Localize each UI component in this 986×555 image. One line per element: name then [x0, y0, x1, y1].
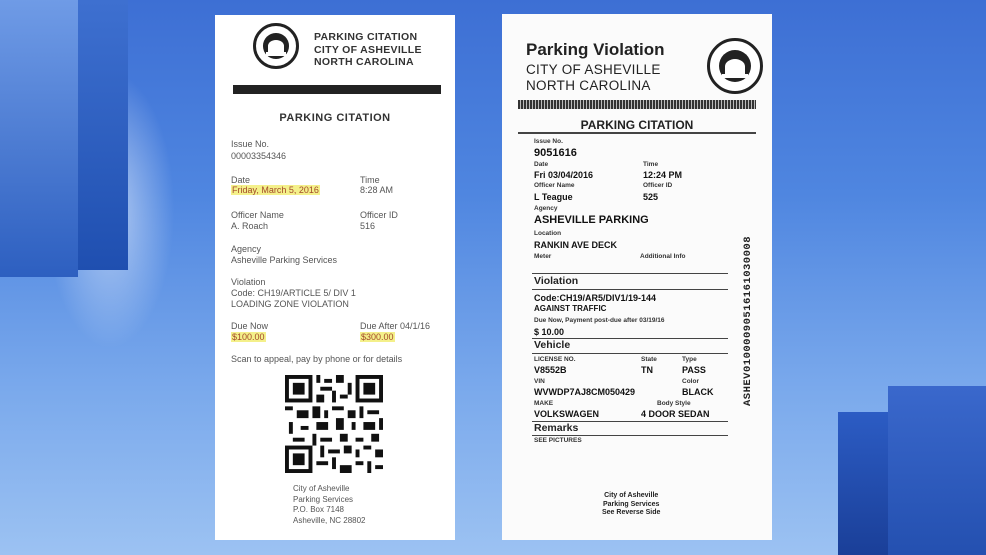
date-label: Date — [231, 175, 251, 185]
officer-id-label: Officer ID — [360, 210, 398, 220]
scan-instructions: Scan to appeal, pay by phone or for details — [231, 354, 403, 364]
footer-line: See Reverse Side — [602, 509, 661, 516]
location-label: Location — [534, 230, 562, 237]
violation-section-heading: Violation — [534, 275, 579, 287]
background-panel — [0, 0, 78, 277]
title-divider — [518, 132, 756, 134]
additional-info-label: Additional Info — [640, 253, 686, 260]
license-value: V8552B — [534, 365, 567, 375]
citation-title: PARKING CITATION — [580, 118, 694, 132]
remarks-section-heading: Remarks — [534, 422, 579, 434]
section-divider — [532, 435, 728, 436]
section-divider — [532, 273, 728, 274]
parking-citation-new — [215, 15, 455, 540]
address-line: Asheville, NC 28802 — [293, 515, 366, 525]
address-line: P.O. Box 7148 — [293, 505, 344, 514]
address-line: City of Asheville — [293, 484, 350, 493]
agency-label: Agency — [231, 244, 262, 254]
agency-value: Asheville Parking Services — [231, 255, 338, 265]
agency-label: Agency — [534, 205, 558, 212]
qr-code-icon — [285, 375, 383, 473]
violation-code: Code: CH19/ARTICLE 5/ DIV 1 — [231, 288, 356, 298]
date-value: Friday, March 5, 2016 — [232, 185, 319, 195]
make-label: MAKE — [534, 400, 554, 407]
issue-no-value: 00003354346 — [231, 151, 287, 161]
header-line: NORTH CAROLINA — [314, 56, 414, 68]
footer-note — [602, 492, 660, 518]
section-divider — [532, 353, 728, 354]
body-style-label: Body Style — [657, 400, 691, 407]
issue-no-label: Issue No. — [231, 139, 270, 149]
state-line: NORTH CAROLINA — [526, 78, 651, 93]
issue-no-label: Issue No. — [534, 138, 563, 145]
background-panel — [78, 0, 128, 270]
footer-line: City of Asheville — [604, 492, 659, 499]
state-value: TN — [641, 365, 653, 375]
footer-line: Parking Services — [602, 500, 660, 508]
violation-code: Code:CH19/AR5/DIV1/19-144 — [534, 293, 657, 303]
violation-heading: Parking Violation — [526, 40, 665, 59]
time-value: 12:24 PM — [643, 170, 683, 180]
due-note: Due Now, Payment post-due after 03/19/16 — [534, 317, 665, 324]
vin-label: VIN — [534, 378, 545, 385]
time-label: Time — [643, 161, 659, 168]
state-label: State — [641, 356, 657, 363]
location-value: RANKIN AVE DECK — [534, 240, 618, 250]
header-divider — [518, 100, 756, 109]
make-value: VOLKSWAGEN — [534, 409, 600, 419]
citation-title: PARKING CITATION — [279, 112, 391, 124]
color-label: Color — [682, 378, 699, 385]
vin-value: WVWDP7AJ8CM050429 — [534, 387, 636, 397]
header-line: CITY OF ASHEVILLE — [314, 43, 422, 56]
body-style-value: 4 DOOR SEDAN — [641, 409, 710, 419]
license-label: LICENSE NO. — [534, 356, 576, 363]
officer-name-label: Officer Name — [534, 182, 575, 189]
agency-value: ASHEVILLE PARKING — [534, 214, 649, 226]
city-seal-icon — [253, 23, 299, 69]
vehicle-section-heading: Vehicle — [534, 339, 571, 351]
header-divider — [233, 85, 441, 94]
time-value: 8:28 AM — [360, 185, 394, 195]
city-seal-icon — [707, 38, 763, 94]
amount-due: $ 10.00 — [534, 327, 565, 337]
violation-description: LOADING ZONE VIOLATION — [231, 299, 349, 309]
address-line: Parking Services — [293, 494, 354, 504]
violation-label: Violation — [231, 277, 266, 287]
due-now-label: Due Now — [231, 321, 269, 331]
issue-no-value: 9051616 — [534, 147, 577, 159]
type-label: Type — [682, 356, 697, 363]
city-line: CITY OF ASHEVILLE — [526, 62, 661, 77]
header-line: PARKING CITATION — [314, 31, 418, 43]
date-value: Fri 03/04/2016 — [534, 170, 594, 180]
officer-name-value: L Teague — [534, 192, 573, 202]
remarks-value: SEE PICTURES — [534, 437, 582, 444]
due-now-amount: $100.00 — [232, 332, 265, 342]
due-after-label: Due After 04/1/16 — [360, 321, 431, 331]
background-panel — [888, 386, 986, 555]
parking-violation-old — [502, 14, 772, 540]
time-label: Time — [360, 175, 380, 185]
section-divider — [532, 289, 728, 290]
date-label: Date — [534, 161, 549, 168]
barcode-number: ASHEV01000090516161030008 — [742, 236, 754, 407]
type-value: PASS — [682, 365, 706, 375]
city-heading — [526, 62, 661, 94]
officer-id-label: Officer ID — [643, 182, 673, 189]
color-value: BLACK — [682, 387, 714, 397]
background-panel — [838, 412, 888, 555]
officer-name-label: Officer Name — [231, 210, 284, 220]
due-after-amount: $300.00 — [361, 332, 394, 342]
mailing-address — [293, 484, 365, 526]
meter-label: Meter — [534, 253, 552, 260]
violation-description: AGAINST TRAFFIC — [534, 304, 607, 313]
citation-header — [314, 31, 422, 69]
officer-name-value: A. Roach — [231, 221, 269, 231]
officer-id-value: 525 — [643, 192, 659, 202]
officer-id-value: 516 — [360, 221, 376, 231]
